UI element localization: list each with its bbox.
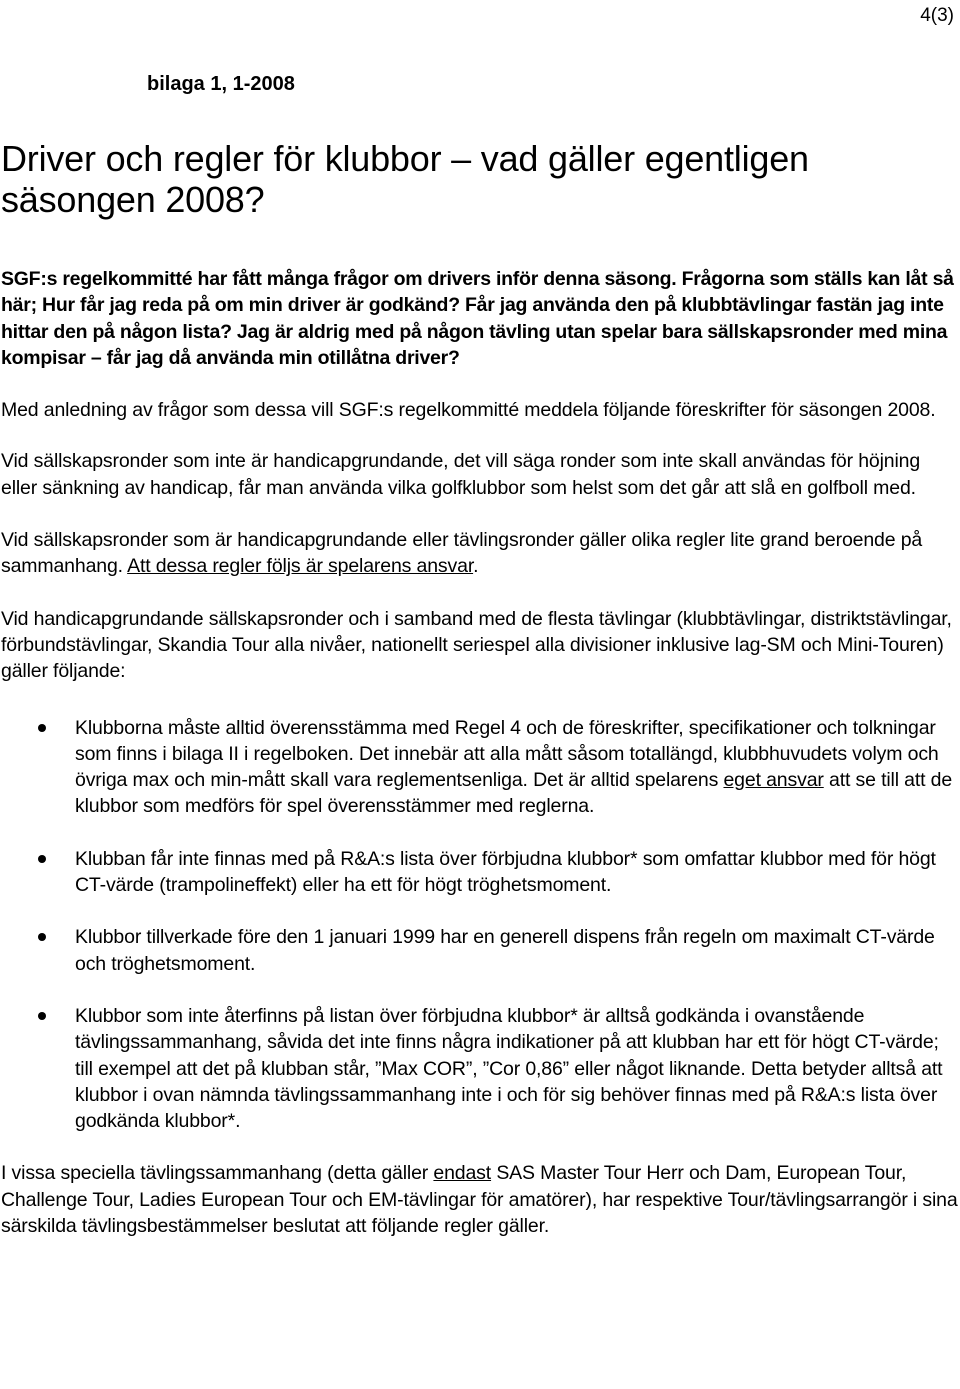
list-item	[1, 924, 959, 977]
page-number: 4(3)	[920, 5, 954, 26]
bullet-text: att se till att de klubbor som medförs för spel överensstämmer med reglerna.	[75, 769, 953, 818]
document-body	[1, 266, 959, 1265]
player-responsibility-underlined: Att dessa regler följs är spelarens ansvar	[127, 555, 474, 578]
rules-context-text: Vid sällskapsronder som är handicapgrundande eller tävlingsronder gäller olika regler lite grand beroende på sammanhang.	[1, 529, 923, 578]
bullet-text: Klubbor som inte återfinns på listan över förbjudna klubbor* är alltså godkända i ovanstående tävlingssammanhang, såvida det inte finns några indikationer på att klubban har ett för högt CT-värde; till exempel att det på klubban står, ”Max COR”, ”Cor 0,86” eller något liknande. Detta betyder alltså att klubbor i ovan nämnda tävlingssammanhang inte i och för sig behöver finnas med på R&A:s lista över godkända klubbor*.	[75, 1004, 943, 1133]
bullet-icon	[38, 933, 46, 941]
paragraph-social-rounds: Vid sällskapsronder som inte är handicapgrundande, det vill säga ronder som inte skall användas för höjning eller sänkning av handicap, får man använda vilka golfklubbor som helst som det går att slå en golfboll med.	[1, 450, 921, 499]
paragraph-rules-context	[1, 527, 959, 580]
intro-questions: SGF:s regelkommitté har fått många frågor om drivers inför denna säsong. Frågorna som ställs kan låt så här; Hur får jag reda på om min driver är godkänd? Får jag använda den på klubbtävlingar fastän jag inte hittar den på någon lista? Jag är aldrig med på någon tävling utan spelar bara sällskapsronder med mina kompisar – får jag då använda min otillåtna driver?	[1, 268, 954, 369]
bullet-text: Klubban får inte finnas med på R&A:s lista över förbjudna klubbor* som omfattar klubbor med för högt CT-värde (trampolineffekt) eller ha ett för högt tröghetsmoment.	[75, 847, 936, 897]
list-item	[1, 846, 959, 899]
list-item	[1, 1003, 959, 1134]
special-text: SAS Master Tour Herr och Dam, European Tour, Challenge Tour, Ladies European Tour och EM-tävlingar för amatörer), har respektive Tour/tävlingsarrangör i sina särskilda tävlingsbestämmelser beslutat att följande regler gäller.	[1, 1162, 958, 1238]
paragraph-handicap-rounds: Vid handicapgrundande sällskapsronder och i samband med de flesta tävlingar (klubbtävlingar, distriktstävlingar, förbundstävlingar, Skandia Tour alla nivåer, nationellt seriespel alla divisioner inklusive lag-SM och Mini-Touren) gäller följande:	[1, 607, 952, 683]
only-underlined: endast	[433, 1162, 492, 1185]
paragraph-special-competitions	[1, 1160, 959, 1239]
list-item	[1, 715, 959, 820]
bullet-text: Klubbor tillverkade före den 1 januari 1999 har en generell dispens från regeln om maximalt CT-värde och tröghetsmoment.	[75, 926, 935, 975]
own-responsibility-underlined: eget ansvar	[723, 769, 824, 792]
intro-announcement: Med anledning av frågor som dessa vill SGF:s regelkommitté meddela följande föreskrifter för säsongen 2008.	[1, 399, 936, 422]
bullet-text: Klubborna måste alltid överensstämma med Regel 4 och de föreskrifter, specifikationer och tolkningar som finns i bilaga II i regelboken. Det innebär att alla mått såsom totallängd, klubbhuvudets volym och övriga max och min-mått skall vara reglementsenliga. Det är alltid spelarens	[75, 716, 939, 792]
document-title: Driver och regler för klubbor – vad gäller egentligen säsongen 2008?	[1, 138, 809, 220]
bullet-icon	[38, 855, 46, 863]
special-text: I vissa speciella tävlingssammanhang (detta gäller	[1, 1162, 434, 1185]
rules-context-period: .	[473, 555, 479, 578]
rules-bullet-list	[1, 715, 959, 1135]
bullet-icon	[38, 1012, 46, 1020]
bullet-icon	[38, 724, 46, 732]
appendix-label: bilaga 1, 1-2008	[147, 73, 295, 95]
